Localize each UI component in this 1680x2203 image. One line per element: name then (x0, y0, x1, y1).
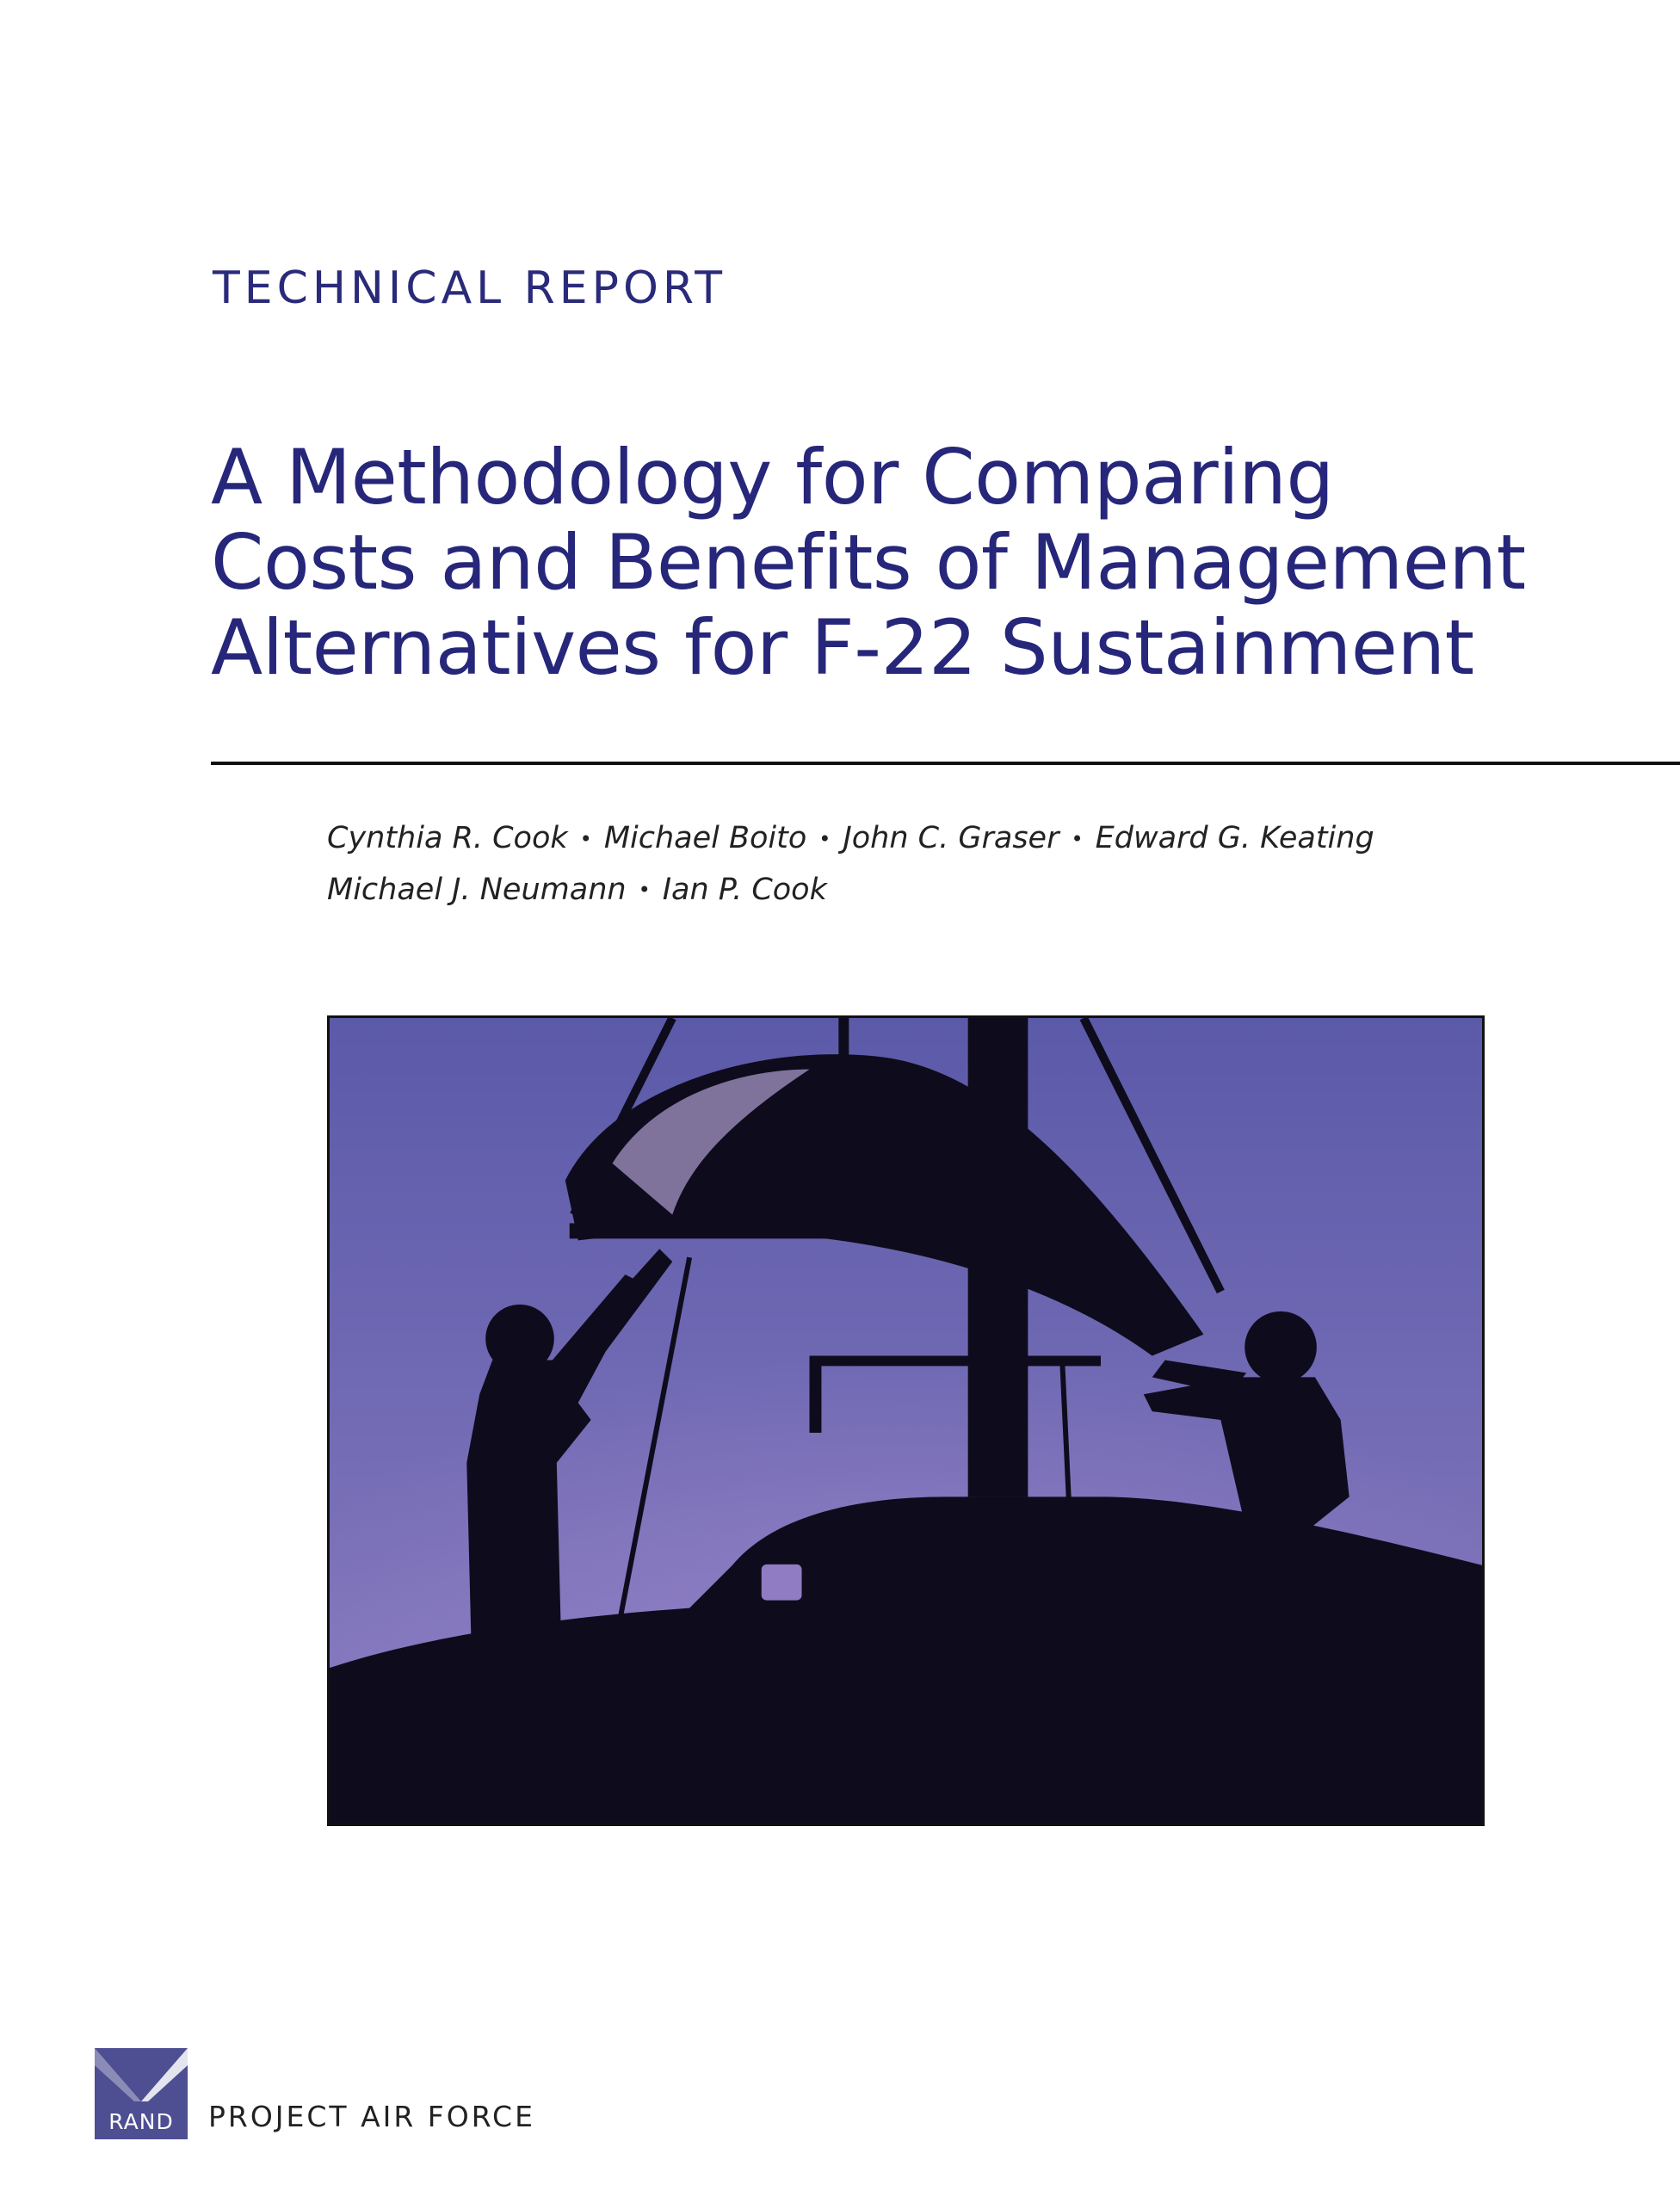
report-title (211, 435, 1657, 690)
author-line (327, 865, 1374, 916)
worker-right-head (1245, 1311, 1317, 1383)
rand-logo (95, 2048, 188, 2139)
lift-bar (810, 1355, 1101, 1366)
program-name: PROJECT AIR FORCE (208, 2100, 535, 2133)
author-separator: • (818, 826, 831, 851)
author-separator: • (1071, 826, 1084, 851)
title-line: Costs and Benefits of Management (211, 518, 1526, 607)
author-name: Ian P. Cook (662, 872, 827, 907)
author-separator: • (579, 826, 592, 851)
author-list (327, 813, 1374, 916)
author-line (327, 813, 1374, 865)
cockpit-mirror (758, 1561, 806, 1604)
series-label: TECHNICAL REPORT (213, 262, 727, 314)
author-name: Michael J. Neumann (327, 872, 627, 907)
canopy-silhouette-illustration (330, 1018, 1482, 1823)
cover-photo (327, 1015, 1485, 1826)
canopy-frame (570, 1223, 895, 1238)
title-line: Alternatives for F-22 Sustainment (211, 603, 1474, 692)
rand-wordmark: RAND (108, 2109, 174, 2134)
rand-chevron-icon (95, 2048, 188, 2101)
author-name: John C. Graser (843, 821, 1059, 855)
author-name: Edward G. Keating (1095, 821, 1374, 855)
title-divider (211, 762, 1680, 765)
lift-bar-hook (810, 1355, 822, 1432)
author-name: Michael Boito (603, 821, 807, 855)
author-separator: • (638, 878, 651, 902)
author-name: Cynthia R. Cook (327, 821, 568, 855)
title-line: A Methodology for Comparing (211, 433, 1334, 521)
